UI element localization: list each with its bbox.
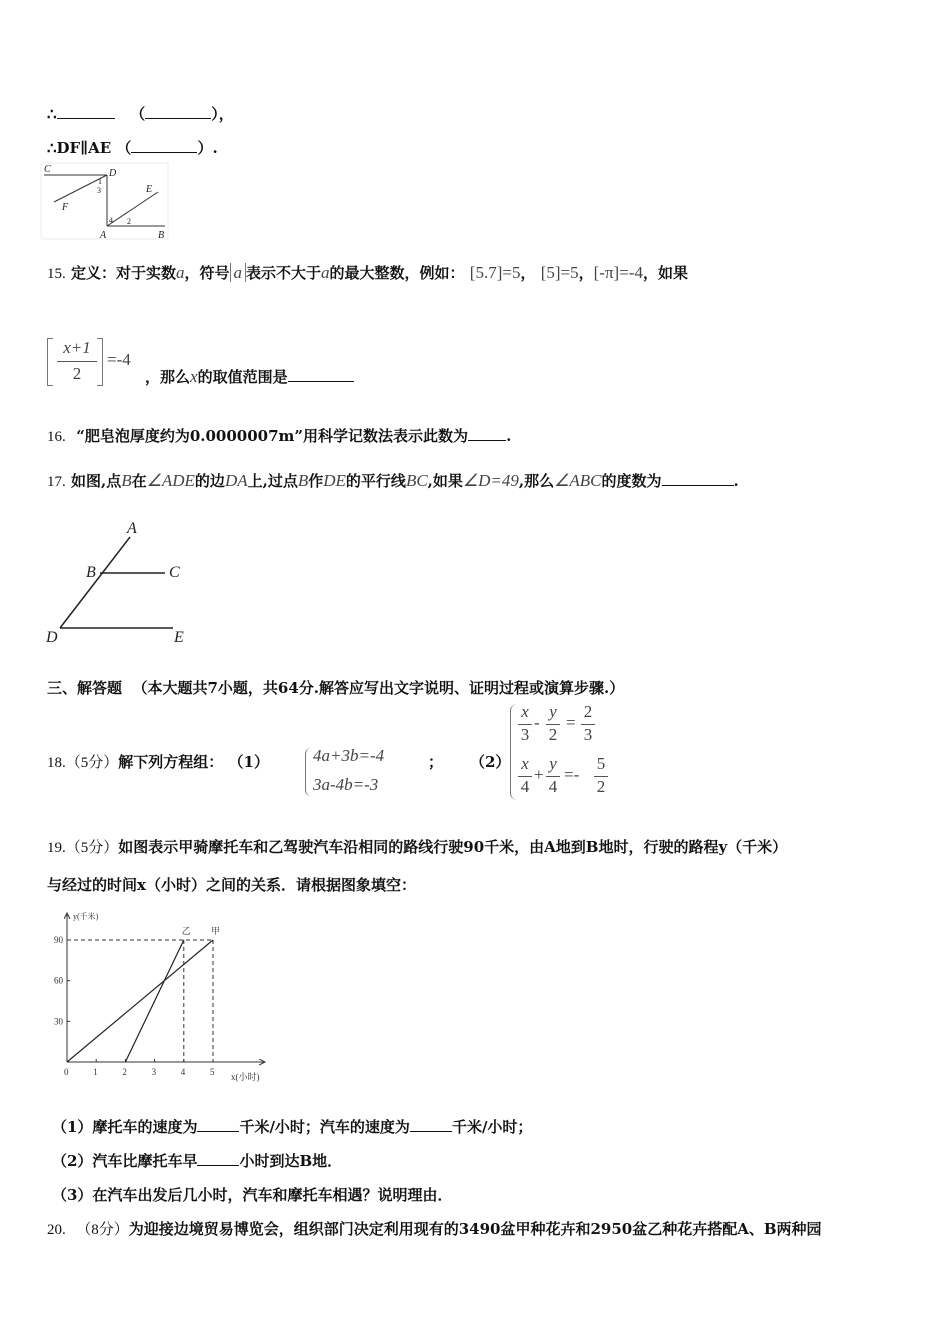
- q15-line-1: 15. 定义：对于实数a，符号 a 表示不大于a的最大整数，例如： [5.7]=5， [5]=5，[-π]=-4，如果: [47, 263, 688, 282]
- label-angle-2: 2: [127, 217, 131, 226]
- y-tick-label: 60: [54, 975, 63, 986]
- label-C: C: [169, 564, 180, 581]
- label-A: A: [127, 520, 137, 537]
- q18-intro: 18.（5分）解下列方程组： （1）: [47, 753, 269, 771]
- q19-chart: [45, 905, 275, 1085]
- series-line-乙: [125, 940, 183, 1062]
- q19-sub-1: （1）摩托车的速度为 千米/小时；汽车的速度为 千米/小时；: [52, 1118, 533, 1136]
- y-tick-label: 90: [54, 935, 63, 945]
- label-B: B: [86, 564, 96, 581]
- label-E: E: [174, 629, 184, 646]
- q19-sub-3: （3）在汽车出发后几小时，汽车和摩托车相遇？说明理由．: [52, 1186, 453, 1204]
- therefore-line-2: ∴DF∥AE （ ）.: [47, 139, 218, 157]
- q18-system-1: 4a+3b=-4 3a-4b=-3: [305, 744, 415, 800]
- label-D: D: [109, 168, 117, 179]
- x-tick-label: 3: [151, 1067, 157, 1077]
- q16: 16. “肥皂泡厚度约为0.0000007m”用科学记数法表示此数为 .: [47, 427, 512, 445]
- label-angle-3: 3: [97, 186, 101, 195]
- q18-system-2: x 3 - y 2 = 2 3 x 4 + y 4 =- 5 2: [510, 700, 620, 805]
- x-tick-label: 4: [180, 1067, 186, 1077]
- label-A: A: [100, 230, 107, 240]
- x-axis-label: x(小时): [231, 1072, 260, 1082]
- series-label-甲: 甲: [211, 926, 221, 936]
- x-tick-label: 2: [122, 1067, 127, 1077]
- q19-line-1: 19.（5分）如图表示甲骑摩托车和乙驾驶汽车沿相同的路线行驶90千米，由A地到B地时，行驶的路程y（千米）: [47, 838, 788, 856]
- q15-floor-expression: x+1 2 =-4: [47, 336, 152, 388]
- q15-line-2: ，那么x的取值范围是: [145, 366, 354, 387]
- y-axis-label: y(千米): [73, 912, 99, 921]
- q19-line-2: 与经过的时间x（小时）之间的关系．请根据图象填空：: [47, 876, 416, 894]
- q19-sub-2: （2）汽车比摩托车早 小时到达B地．: [52, 1152, 343, 1170]
- y-tick-label: 30: [54, 1016, 63, 1027]
- series-line-甲: [67, 940, 213, 1062]
- label-F: F: [62, 202, 69, 213]
- therefore-line-1: ∴ （ ），: [47, 105, 234, 123]
- series-label-乙: 乙: [181, 926, 191, 936]
- label-angle-1: 1: [98, 177, 102, 186]
- q18-semicolon: ；: [428, 753, 444, 771]
- x-tick-label: 0: [64, 1067, 69, 1077]
- label-angle-4: 4: [109, 216, 113, 225]
- label-D: D: [46, 629, 58, 646]
- x-tick-label: 5: [210, 1067, 215, 1077]
- q14-figure: [40, 162, 170, 240]
- section-3-title: 三、解答题 （本大题共7小题，共64分.解答应写出文字说明、证明过程或演算步骤.）: [47, 679, 625, 697]
- q17: 17. 如图,点B在∠ADE的边DA上,过点B作DE的平行线BC,如果∠D=49,那么∠ABC的度数为 .: [47, 471, 739, 490]
- label-C: C: [44, 164, 51, 175]
- label-E: E: [146, 184, 153, 195]
- x-tick-label: 1: [93, 1067, 98, 1077]
- q18-part-2-label: （2）: [470, 753, 511, 771]
- q20: 20. （8分）为迎接边境贸易博览会，组织部门决定利用现有的3490盆甲种花卉和2950盆乙种花卉搭配A、B两种园: [47, 1220, 822, 1238]
- q17-figure: [40, 515, 200, 650]
- label-B: B: [158, 230, 165, 240]
